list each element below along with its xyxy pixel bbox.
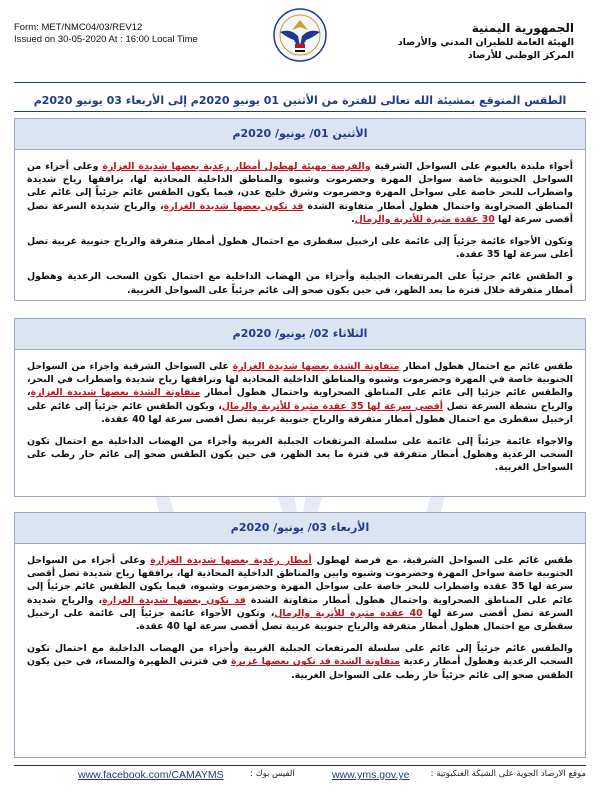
header-divider: [14, 82, 586, 83]
highlight-text: أقصى سرعة لها 35 عقدة مثيرة للأتربة والرمال: [221, 400, 443, 412]
highlight-text: 30 عقدة مثيرة للأتربة والرمال: [354, 213, 495, 225]
forecast-paragraph: و الطقس غائم جزئياً على المرتفعات الجبلية وأجزاء من الهضاب الداخلية مع احتمال تكون السحب الرعدية وهطول أمطار متفرقة خلال فترة ما بعد الظهر، في حين يكون صحو إلى غائم جزئياً على السواحل الغربية.: [27, 271, 573, 296]
day-heading: الثلاثاء 02/ يونيو/ 2020م: [15, 319, 585, 350]
highlight-text: والفرصة مهيئة لهطول أمطار رعدية بعضها شديدة الغزارة: [102, 161, 371, 172]
forecast-paragraph: [27, 360, 573, 426]
day-forecast-text: [15, 150, 585, 314]
day-card-tuesday: [14, 318, 586, 497]
highlight-text: متفاوتة الشدة بعضها شديدة الغزارة: [232, 361, 400, 372]
forecast-title: الطقس المتوقع بمشيئة الله تعالى للفترة من الأثنين 01 يونيو 2020م إلى الأربعاء 03 يونيو 2020م: [33, 94, 567, 107]
facebook-label: الفيس بوك :: [250, 769, 295, 779]
text: ، ويكون الطقس غائم جزئياً إلى غائم على ارخبيل سقطرى مع احتمال هطول أمطار متفرقة والرياح جنوبية غربية تصل اقصى سرعة لها 40 عقدة.: [27, 400, 573, 425]
text: في فترتي الظهيرة والمساء، في حين يكون الطقس صحو إلى غائم جزئياً حار رطب على السواحل الغربية.: [27, 656, 573, 681]
text: طقس غائم مع احتمال هطول امطار: [399, 361, 573, 372]
day-card-monday: [14, 118, 586, 301]
eagle-emblem-logo: [262, 6, 338, 64]
day-forecast-text: [15, 350, 585, 492]
text: على السواحل الشرقية واجزاء من السواحل الجنوبية خاصة في المهرة وحضرموت وشبوه والمناطق الداخلية المحاذية لها وترافقها رياح شديدة واضطراب في البحر، والطقس غائم جزئيا إلى غائم على المناطق الصحراوية واحتمال هطول أمطار: [27, 361, 574, 399]
day-heading: الأثنين 01/ يونيو/ 2020م: [15, 119, 585, 150]
republic-name: الجمهورية اليمنية: [471, 21, 574, 35]
title-divider: [14, 111, 586, 112]
website-link[interactable]: www.yms.gov.ye: [332, 769, 410, 781]
footer: [14, 769, 586, 785]
text: أجواء ملبدة بالغيوم على السواحل الشرقية: [370, 161, 573, 172]
text: طقس غائم على السواحل الشرقية، مع فرصة لهطول: [311, 555, 573, 566]
authority-name: الهيئة العامة للطيران المدني والأرصاد: [397, 37, 574, 48]
day-card-wednesday: [14, 512, 586, 758]
form-code: Form: MET/NMC04/03/REV12: [14, 22, 143, 33]
highlight-text: 40 عقدة مثيرة للأتربة والرمال: [274, 607, 423, 619]
text: ، والرياح نشطة السرعة تصل: [27, 387, 573, 412]
text: ، والرياح شديدة السرعة تصل أقصى سرعة لها: [27, 200, 573, 225]
forecast-paragraph: والاجواء غائمة جزئياً إلى غائمة على سلسلة المرتفعات الجبلية الغربية وأجزاء من الهضاب الداخلية مع احتمال تكون السحب الرعدية وهطول أمطار متفرقة في فترة ما بعد الظهر، في حين يكون الطقس صحو إلى غائم حار رطب على السواحل الغربية.: [27, 436, 573, 474]
center-name: المركز الوطني للأرصاد: [467, 50, 574, 61]
highlight-text: متفاوتة الشدة قد تكون بعضها غزيرة: [230, 656, 400, 668]
text: ، والرياح شديدة السرعة تصل أقصى سرعة لها: [27, 594, 573, 619]
highlight-text: قد تكون بعضها شديدة الغزارة: [102, 594, 246, 606]
forecast-paragraph: وتكون الأجواء غائمة جزئياً إلى غائمة على ارخبيل سقطرى مع احتمال هطول أمطار متفرقة والرياح جنوبية غربية تصل أعلى سرعة لها 35 عقدة.: [27, 236, 573, 261]
text: وعلى أجزاء من السواحل الجنوبية خاصة سواحل المهرة وحضرموت وشبوه والمناطق الداخلية المحاذية لها، يرافقها رياح شديدة واضطراب للبحر خاصة على سواحل المهرة وحضرموت وشرق خليج عدن، فيما يكون الطقس غائم جزئياً إلى غائم على المناطق الصحراوية واحتمال هطول أمطار متفاوتة الشدة: [27, 161, 574, 212]
text: ، وتكون الأجواء غائمة جزئياً إلى غائمة على ارخبيل سقطرى مع احتمال هطول أمطار متفرقة والرياح جنوبية غربية تصل أقصى سرعة لها 40 عقدة.: [27, 607, 573, 633]
text: والطقس غائم جزئياً إلى غائم على سلسلة المرتفعات الجبلية الغربية وأجزاء من الهضاب الداخلية مع احتمال تكون السحب الرعدية وهطول أمطار رعدية: [27, 643, 574, 668]
form-meta: [14, 22, 198, 46]
forecast-paragraph: [27, 554, 573, 633]
highlight-text: متفاوتة الشدة بعضها شديدة الغزارة: [30, 387, 201, 399]
facebook-link[interactable]: www.facebook.com/CAMAYMS: [78, 769, 224, 781]
forecast-paragraph: [27, 160, 573, 226]
text: .: [351, 213, 355, 225]
header-arabic: [398, 20, 574, 62]
issued-time: Issued on 30-05-2020 At : 16:00 Local Time: [14, 34, 198, 45]
highlight-text: قد تكون بعضها شديدة الغزارة: [163, 200, 304, 212]
text: وعلى أجزاء من السواحل الجنوبية خاصة سواحل المهرة وحضرموت وشبوه وابين والمناطق الداخلية المحاذية لها، يرافقها رياح شديدة تصل أقصى سرعة لها 35 عقده واضطراب للبحر خاصة على سواحل المهرة وحضرموت وشبوه، فيما يكون الطقس غائم جزئياً إلى غائم على المناطق الصحراوية واحتمال هطول أمطار متفاوتة الشدة: [27, 555, 574, 606]
highlight-text: أمطار رعدية بعضها شديدة الغزارة: [150, 555, 312, 566]
forecast-paragraph: [27, 642, 573, 682]
website-label: موقع الارصاد الجوية على الشبكة العنكبوتية :: [430, 769, 586, 779]
day-heading: الأربعاء 03/ يونيو/ 2020م: [15, 513, 585, 544]
footer-divider: [14, 765, 586, 766]
day-forecast-text: [15, 544, 585, 699]
